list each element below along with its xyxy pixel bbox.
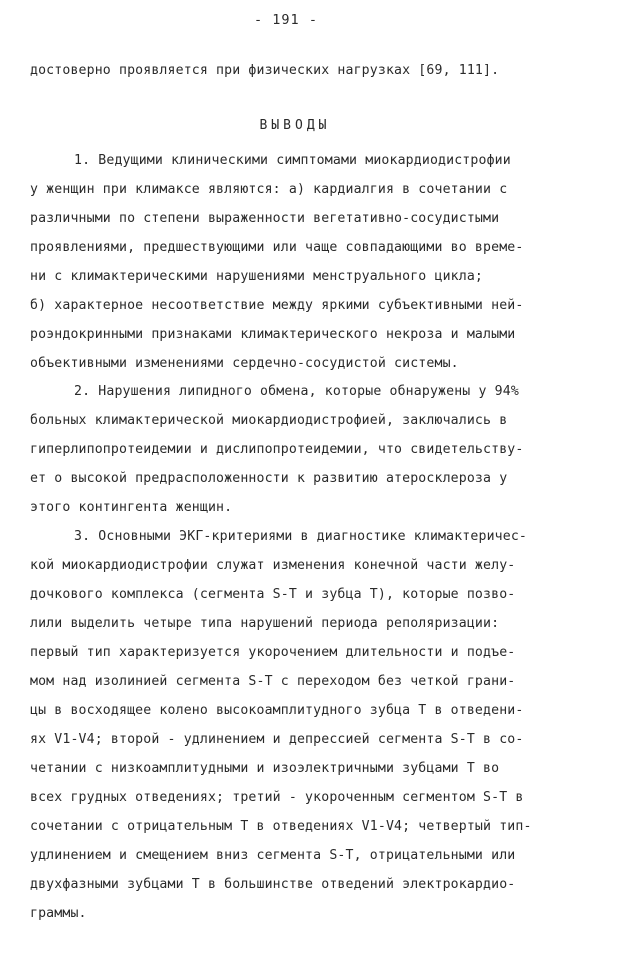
text-line-7: б) характерное несоответствие между яркими субъективными ней- xyxy=(30,298,524,313)
text-line-1: достоверно проявляется при физических нагрузках [69, 111]. xyxy=(30,63,500,78)
text-line-22: ях V1-V4; второй - удлинением и депрессией сегмента S-T в со- xyxy=(30,732,524,747)
text-line-24: всех грудных отведениях; третий - укороченным сегментом S-T в xyxy=(30,790,524,805)
text-line-15: 3. Основными ЭКГ-критериями в диагностике климактеричес- xyxy=(74,529,528,544)
text-line-2: 1. Ведущими клиническими симптомами миокардиодистрофии xyxy=(74,153,511,168)
text-line-6: ни с климактерическими нарушениями менструального цикла; xyxy=(30,269,484,284)
text-line-18: лили выделить четыре типа нарушений периода реполяризации: xyxy=(30,616,500,631)
text-line-17: дочкового комплекса (сегмента S-T и зубца T), которые позво- xyxy=(30,587,516,602)
text-line-9: объективными изменениями сердечно-сосудистой системы. xyxy=(30,356,459,371)
text-line-21: цы в восходящее колено высокоамплитудного зубца T в отведени- xyxy=(30,703,524,718)
text-line-11: больных климактерической миокардиодистрофией, заключались в xyxy=(30,413,508,428)
text-line-5: проявлениями, предшествующими или чаще совпадающими во време- xyxy=(30,240,524,255)
text-line-27: двухфазными зубцами T в большинстве отведений электрокардио- xyxy=(30,877,516,892)
text-line-19: первый тип характеризуется укорочением длительности и подъе- xyxy=(30,645,516,660)
text-line-23: четании с низкоамплитудными и изоэлектричными зубцами T во xyxy=(30,761,500,776)
text-line-16: кой миокардиодистрофии служат изменения конечной части желу- xyxy=(30,558,516,573)
text-line-8: роэндокринными признаками климактерического некроза и малыми xyxy=(30,327,516,342)
text-line-4: различными по степени выраженности вегетативно-сосудистыми xyxy=(30,211,500,226)
text-line-14: этого контингента женщин. xyxy=(30,500,233,515)
text-line-28: граммы. xyxy=(30,906,87,921)
text-line-12: гиперлипопротеидемии и дислипопротеидемии, что свидетельству- xyxy=(30,442,524,457)
text-line-13: ет о высокой предрасположенности к развитию атеросклероза у xyxy=(30,471,508,486)
page-number: - 191 - xyxy=(254,12,318,28)
section-heading: ВЫВОДЫ xyxy=(259,118,331,133)
text-line-20: мом над изолинией сегмента S-T с переходом без четкой грани- xyxy=(30,674,516,689)
text-line-26: удлинением и смещением вниз сегмента S-T, отрицательными или xyxy=(30,848,516,863)
text-line-25: сочетании с отрицательным T в отведениях V1-V4; четвертый тип- xyxy=(30,819,532,834)
text-line-10: 2. Нарушения липидного обмена, которые обнаружены у 94% xyxy=(74,384,519,399)
text-line-3: у женщин при климаксе являются: а) кардиалгия в сочетании с xyxy=(30,182,508,197)
